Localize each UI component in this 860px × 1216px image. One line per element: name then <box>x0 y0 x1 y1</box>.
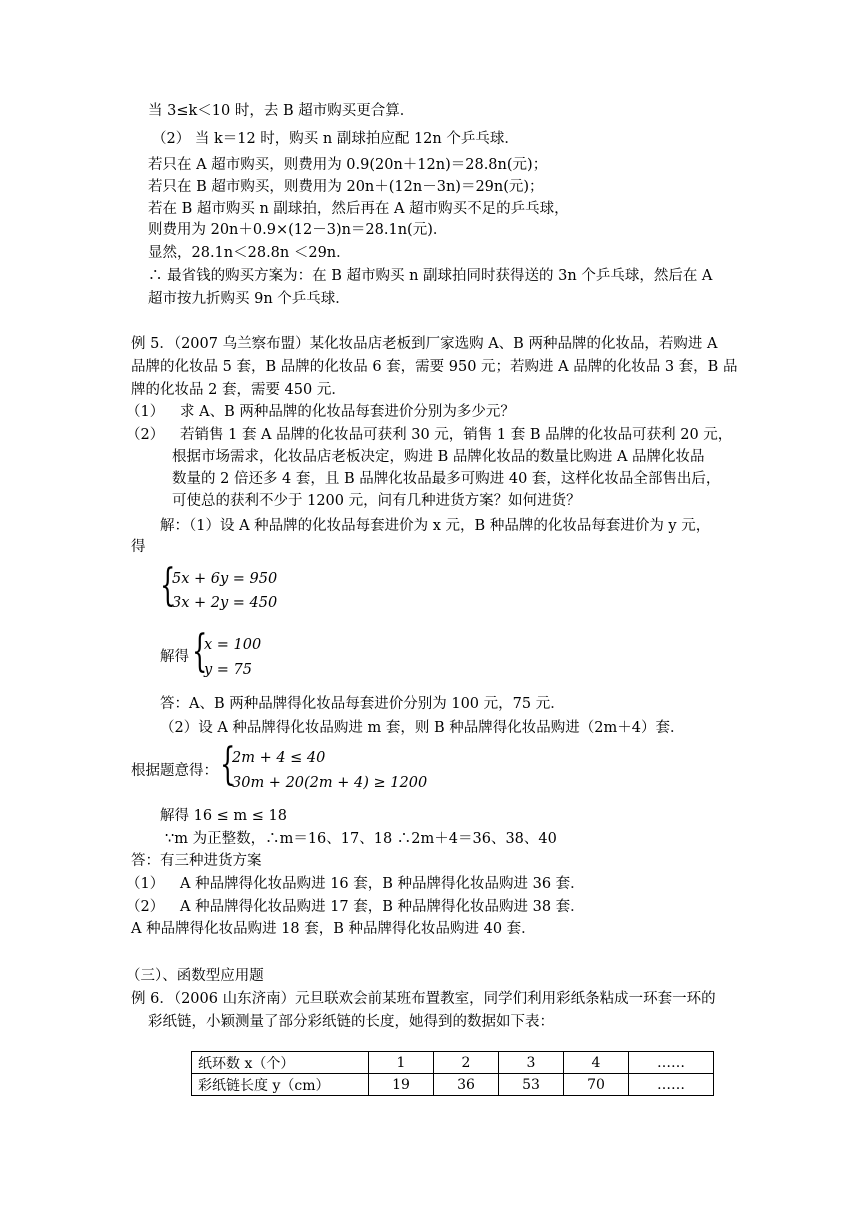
solve-label: 解得 <box>160 649 189 665</box>
answer-text: 答：A、B 两种品牌得化妆品每套进价分别为 100 元，75 元． <box>160 696 565 712</box>
question-text: 可使总的获利不少于 1200 元，问有几种进货方案？如何进货？ <box>172 493 581 509</box>
equation: y = 75 <box>204 662 253 678</box>
text-line: 若只在 B 超市购买，则费用为 20n＋(12n－3n)＝29n(元)； <box>148 179 544 195</box>
table-cell: 纸环数 x（个） <box>192 1052 369 1074</box>
section-title: （三）、函数型应用题 <box>126 968 264 984</box>
equation: 3x + 2y = 450 <box>172 595 278 611</box>
table-cell: …… <box>629 1052 714 1074</box>
example-6-heading: 例 6．（2006 山东济南）元旦联欢会前某班布置教室，同学们利用彩纸条粘成一环套一环的 <box>131 991 716 1007</box>
answer-text: 答：有三种进货方案 <box>131 853 262 869</box>
table-cell: 36 <box>434 1074 499 1096</box>
by-label: 根据题意得： <box>131 763 218 779</box>
plan-text: A 种品牌得化妆品购进 18 套，B 种品牌得化妆品购进 40 套． <box>131 921 536 937</box>
plan-number: （2） <box>126 899 165 915</box>
table-cell: …… <box>629 1074 714 1096</box>
table-cell: 53 <box>499 1074 564 1096</box>
text-line: 彩纸链，小颖测量了部分彩纸链的长度，她得到的数据如下表： <box>148 1014 554 1030</box>
question-text: 求 A、B 两种品牌的化妆品每套进价分别为多少元？ <box>180 404 515 420</box>
table-cell: 70 <box>564 1074 629 1096</box>
question-number: （2） <box>126 427 165 443</box>
equation: 30m + 20(2m + 4) ≥ 1200 <box>232 775 428 791</box>
text-line: 超市按九折购买 9n 个乒乓球． <box>148 291 350 307</box>
plan-number: （1） <box>126 876 165 892</box>
text-line: 若只在 A 超市购买，则费用为 0.9(20n＋12n)＝28.8n(元)； <box>148 157 548 173</box>
equation: 5x + 6y = 950 <box>172 571 278 587</box>
table-cell: 3 <box>499 1052 564 1074</box>
text-line: 当 3≤k＜10 时，去 B 超市购买更合算． <box>148 103 415 119</box>
table-row <box>192 1052 714 1074</box>
equation-brace: { <box>220 739 236 790</box>
text-line: 则费用为 20n＋0.9×(12－3)n＝28.1n(元)． <box>148 222 448 238</box>
question-text: 根据市场需求，化妆品店老板决定，购进 B 品牌化妆品的数量比购进 A 品牌化妆品 <box>172 449 705 465</box>
solution-text: 得 <box>131 539 146 555</box>
text-line: 若在 B 超市购买 n 副球拍，然后再在 A 超市购买不足的乒乓球， <box>148 201 569 217</box>
text-line: 显然，28.1n＜28.8n ＜29n． <box>148 245 351 261</box>
table-cell: 4 <box>564 1052 629 1074</box>
question-text: 数量的 2 倍还多 4 套，且 B 品牌化妆品最多可购进 40 套，这样化妆品全部售出后， <box>172 471 721 487</box>
example-5-heading: 例 5．（2007 乌兰察布盟）某化妆品店老板到厂家选购 A、B 两种品牌的化妆品，若购进 A <box>131 336 718 352</box>
text-line: 品牌的化妆品 5 套，B 品牌的化妆品 6 套，需要 950 元；若购进 A 品牌的化妆品 3 套，B 品 <box>131 359 738 375</box>
table-row <box>192 1074 714 1096</box>
question-number: （1） <box>126 404 165 420</box>
question-text: 若销售 1 套 A 品牌的化妆品可获利 30 元，销售 1 套 B 品牌的化妆品可获利 20 元， <box>180 427 733 443</box>
equation-brace: { <box>160 560 176 611</box>
text-line: 牌的化妆品 2 套，需要 450 元． <box>131 382 346 398</box>
equation: 2m + 4 ≤ 40 <box>232 750 326 766</box>
solve-result: 解得 16 ≤ m ≤ 18 <box>160 808 287 824</box>
table-cell: 2 <box>434 1052 499 1074</box>
plan-text: A 种品牌得化妆品购进 16 套，B 种品牌得化妆品购进 36 套． <box>180 876 585 892</box>
solution-text: （2）设 A 种品牌得化妆品购进 m 套，则 B 种品牌得化妆品购进（2m＋4）套． <box>160 720 685 736</box>
plan-text: A 种品牌得化妆品购进 17 套，B 种品牌得化妆品购进 38 套． <box>180 899 585 915</box>
equation: x = 100 <box>204 637 262 653</box>
table-cell: 彩纸链长度 y（cm） <box>192 1074 369 1096</box>
solution-text: 解：（1）设 A 种品牌的化妆品每套进价为 x 元，B 种品牌的化妆品每套进价为 y 元， <box>160 518 711 534</box>
table-cell: 19 <box>369 1074 434 1096</box>
equation-brace: { <box>192 626 208 677</box>
reasoning-line: ∵m 为正整数，∴m＝16、17、18 ∴2m＋4＝36、38、40 <box>165 831 557 847</box>
table-cell: 1 <box>369 1052 434 1074</box>
text-line: ∴ 最省钱的购买方案为：在 B 超市购买 n 副球拍同时获得送的 3n 个乒乓球，然后在 A <box>148 268 713 284</box>
data-table <box>191 1051 714 1096</box>
text-line: （2） 当 k＝12 时，购买 n 副球拍应配 12n 个乒乓球． <box>152 131 519 147</box>
